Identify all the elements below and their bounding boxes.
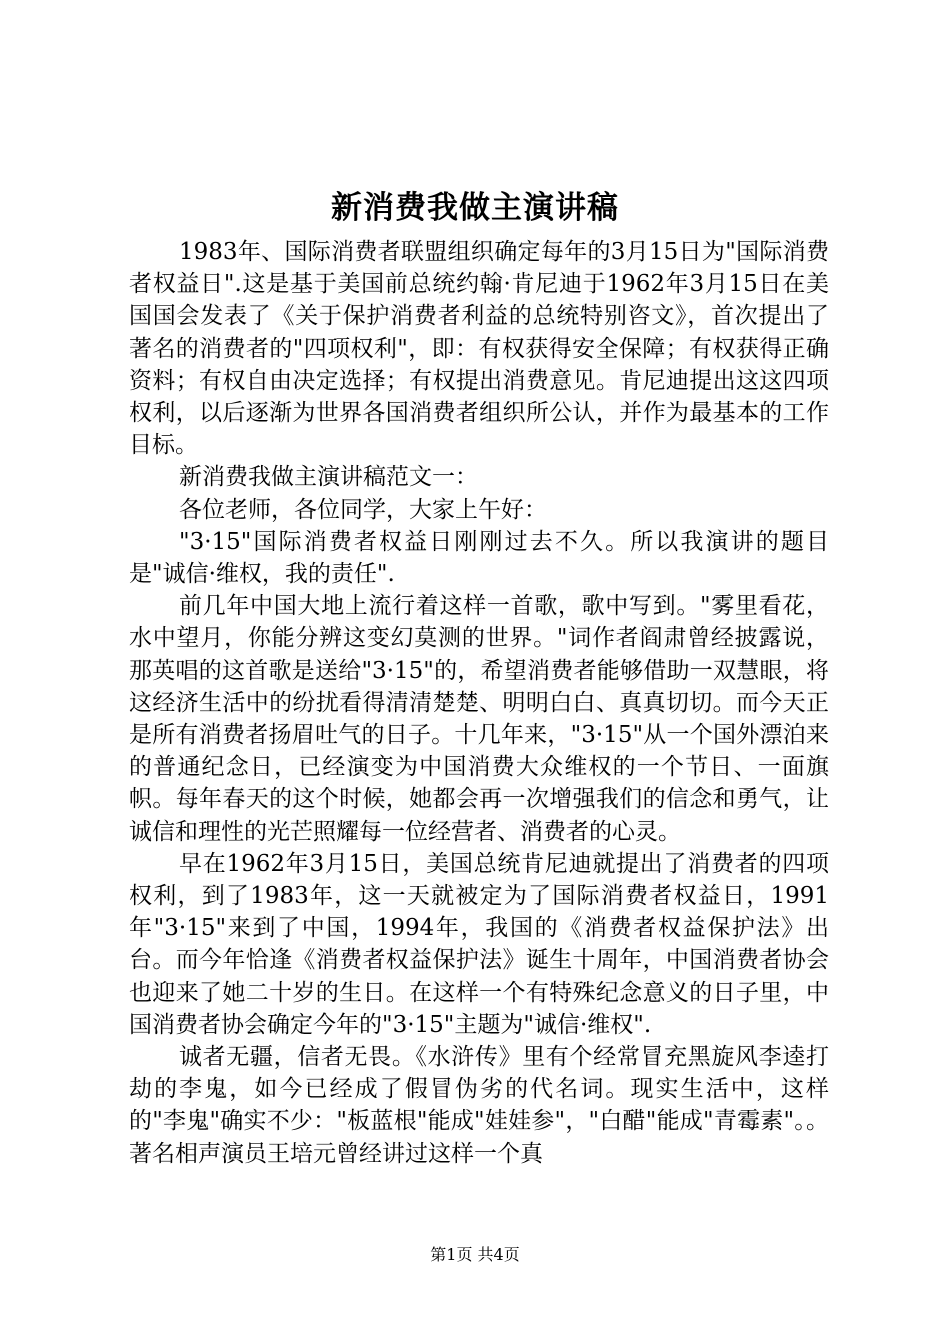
paragraph: 前几年中国大地上流行着这样一首歌，歌中写到。"雾里看花，水中望月，你能分辨这变幻莫测的世界。"词作者阎肃曾经披露说，那英唱的这首歌是送给"3·15"的，希望消费者能够借助一双慧眼，将这经济生活中的纷扰看得清清楚楚、明明白白、真真切切。而今天正是所有消费者扬眉吐气的日子。十几年来，"3·15"从一个国外漂泊来的普通纪念日，已经演变为中国消费大众维权的一个节日、一面旗帜。每年春天的这个时候，她都会再一次增强我们的信念和勇气，让诚信和理性的光芒照耀每一位经营者、消费者的心灵。: [129, 593, 829, 845]
paragraph: 各位老师，各位同学，大家上午好：: [179, 496, 547, 523]
paragraph: 1983年、国际消费者联盟组织确定每年的3月15日为"国际消费者权益日".这是基于美国前总统约翰·肯尼迪于1962年3月15日在美国国会发表了《关于保护消费者利益的总统特别咨文》，首次提出了著名的消费者的"四项权利"，即：有权获得安全保障；有权获得正确资料；有权自由决定选择；有权提出消费意见。肯尼迪提出这这四项权利，以后逐渐为世界各国消费者组织所公认，并作为最基本的工作目标。: [129, 239, 829, 459]
page-number-footer: 第1页 共4页: [430, 1245, 520, 1264]
document-title: 新消费我做主演讲稿: [331, 190, 619, 226]
paragraph: "3·15"国际消费者权益日刚刚过去不久。所以我演讲的题目是"诚信·维权，我的责任".: [129, 528, 829, 588]
paragraph: 早在1962年3月15日，美国总统肯尼迪就提出了消费者的四项权利，到了1983年，这一天就被定为了国际消费者权益日，1991年"3·15"来到了中国，1994年，我国的《消费者权益保护法》出台。而今年恰逢《消费者权益保护法》诞生十周年，中国消费者协会也迎来了她二十岁的生日。在这样一个有特殊纪念意义的日子里，中国消费者协会确定今年的"3·15"主题为"诚信·维权".: [129, 850, 829, 1038]
document-body: [129, 236, 829, 1170]
paragraph: 新消费我做主演讲稿范文一：: [179, 464, 478, 491]
paragraph: 诚者无疆，信者无畏。《水浒传》里有个经常冒充黑旋风李逵打劫的李鬼，如今已经成了假冒伪劣的代名词。现实生活中，这样的"李鬼"确实不少："板蓝根"能成"娃娃参"，"白醋"能成"青霉素"。。著名相声演员王培元曾经讲过这样一个真: [129, 1044, 829, 1167]
